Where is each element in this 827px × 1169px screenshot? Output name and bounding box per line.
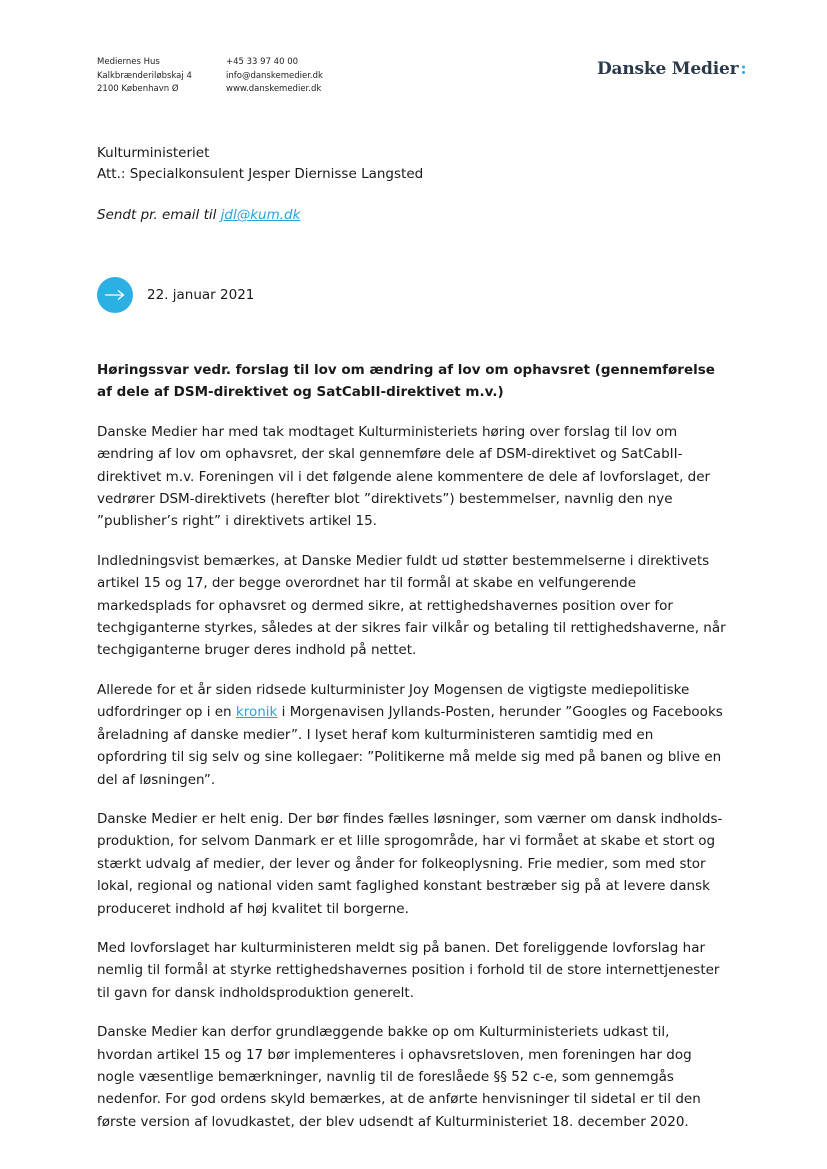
letter-subject: Høringssvar vedr. forslag til lov om ændring af lov om ophavsret (gennemførelse af dele af DSM-direktivet og SatCabII-direktivet m.v.)	[97, 362, 715, 401]
date-row	[97, 276, 254, 314]
paragraph: Med lovforslaget har kulturministeren meldt sig på banen. Det foreliggende lovforslag har nemlig til formål at styrke rettighedshavernes position i forhold til de store internettjenester til gavn for dansk indholdsproduktion generelt.	[97, 939, 720, 1001]
recipient-name: Kulturministeriet	[97, 145, 210, 161]
paragraph: Danske Medier har med tak modtaget Kulturministeriets høring over forslag til lov om ændring af lov om ophavsret, der skal gennemføre dele af DSM-direktivet og SatCabII-direktivet m.v. Foreningen vil i det følgende alene kommentere de dele af lovforslaget, der vedrører DSM-direktivets (herefter blot ”direktivets”) bestemmelser, navnlig den nye ”publisher’s right” i direktivets artikel 15.	[97, 423, 711, 530]
recipient-email-link[interactable]: jdl@kum.dk	[220, 207, 301, 223]
paragraph: Danske Medier kan derfor grundlæggende bakke op om Kulturministeriets udkast til, hvordan artikel 15 og 17 bør implementeres i ophavsretsloven, men foreningen har dog nogle væsentlige bemærkninger, navnlig til de foreslåede §§ 52 c-e, som gennemgås nedenfor. For god ordens skyld bemærkes, at de anførte henvisninger til sidetal er til den første version af lovudkastet, der blev udsendt af Kulturministeriet 18. december 2020.	[97, 1024, 701, 1130]
recipient-attention: Att.: Specialkonsulent Jesper Diernisse Langsted	[97, 166, 424, 182]
sender-email: info@danskemedier.dk	[226, 70, 323, 81]
kronik-link[interactable]: kronik	[235, 704, 278, 721]
logo-text: Danske Medier	[597, 59, 739, 79]
letter-date: 22. januar 2021	[147, 287, 255, 303]
logo	[597, 59, 746, 79]
arrow-right-icon	[97, 277, 133, 313]
logo-colon: :	[740, 59, 747, 79]
paragraph-text: Allerede for et år siden ridsede kulturminister Joy Mogensen de vigtigste mediepolitiske udfordringer op i en	[97, 681, 690, 721]
recipient-block	[97, 143, 423, 185]
paragraph	[97, 679, 727, 791]
sender-website: www.danskemedier.dk	[226, 84, 322, 94]
paragraph: Danske Medier er helt enig. Der bør findes fælles løsninger, som værner om dansk indholds-produktion, for selvom Danmark er et lille sprogområde, har vi formået at skabe et stort og stærkt udvalg af medier, der lever og ånder for folkeoplysning. Frie medier, som med stor lokal, regional og national viden samt faglighed konstant bestræber sig på at levere dansk produceret indhold af høj kvalitet til borgerne.	[97, 810, 723, 917]
sender-address-line: 2100 København Ø	[97, 84, 179, 94]
sender-address-line: Mediernes Hus	[97, 57, 160, 67]
sender-contact	[226, 56, 323, 97]
paragraph: Indledningsvist bemærkes, at Danske Medier fuldt ud støtter bestemmelserne i direktivets artikel 15 og 17, der begge overordnet har til formål at skabe en velfungerende markedsplads for ophavsret og dermed sikre, at rettighedshavernes position over for techgiganterne styrkes, således at der sikres fair vilkår og betaling til rettighedshaverne, når techgiganterne bruger deres indhold på nettet.	[97, 552, 726, 659]
sender-address	[97, 56, 192, 97]
sender-phone: +45 33 97 40 00	[226, 57, 299, 67]
sent-line	[97, 207, 300, 223]
paragraph-text: i Morgenavisen Jyllands-Posten, herunder ”Googles og Facebooks åreladning af danske medier”. I lyset heraf kom kulturministeren samtidig med en opfordring til sig selv og sine kollegaer: ”Politikerne må melde sig med på banen og blive en del af løsningen”.	[97, 704, 723, 788]
letter-body	[97, 359, 727, 1150]
sender-address-line: Kalkbrænderiløbskaj 4	[97, 70, 192, 81]
sent-prefix: Sendt pr. email til	[97, 207, 221, 223]
